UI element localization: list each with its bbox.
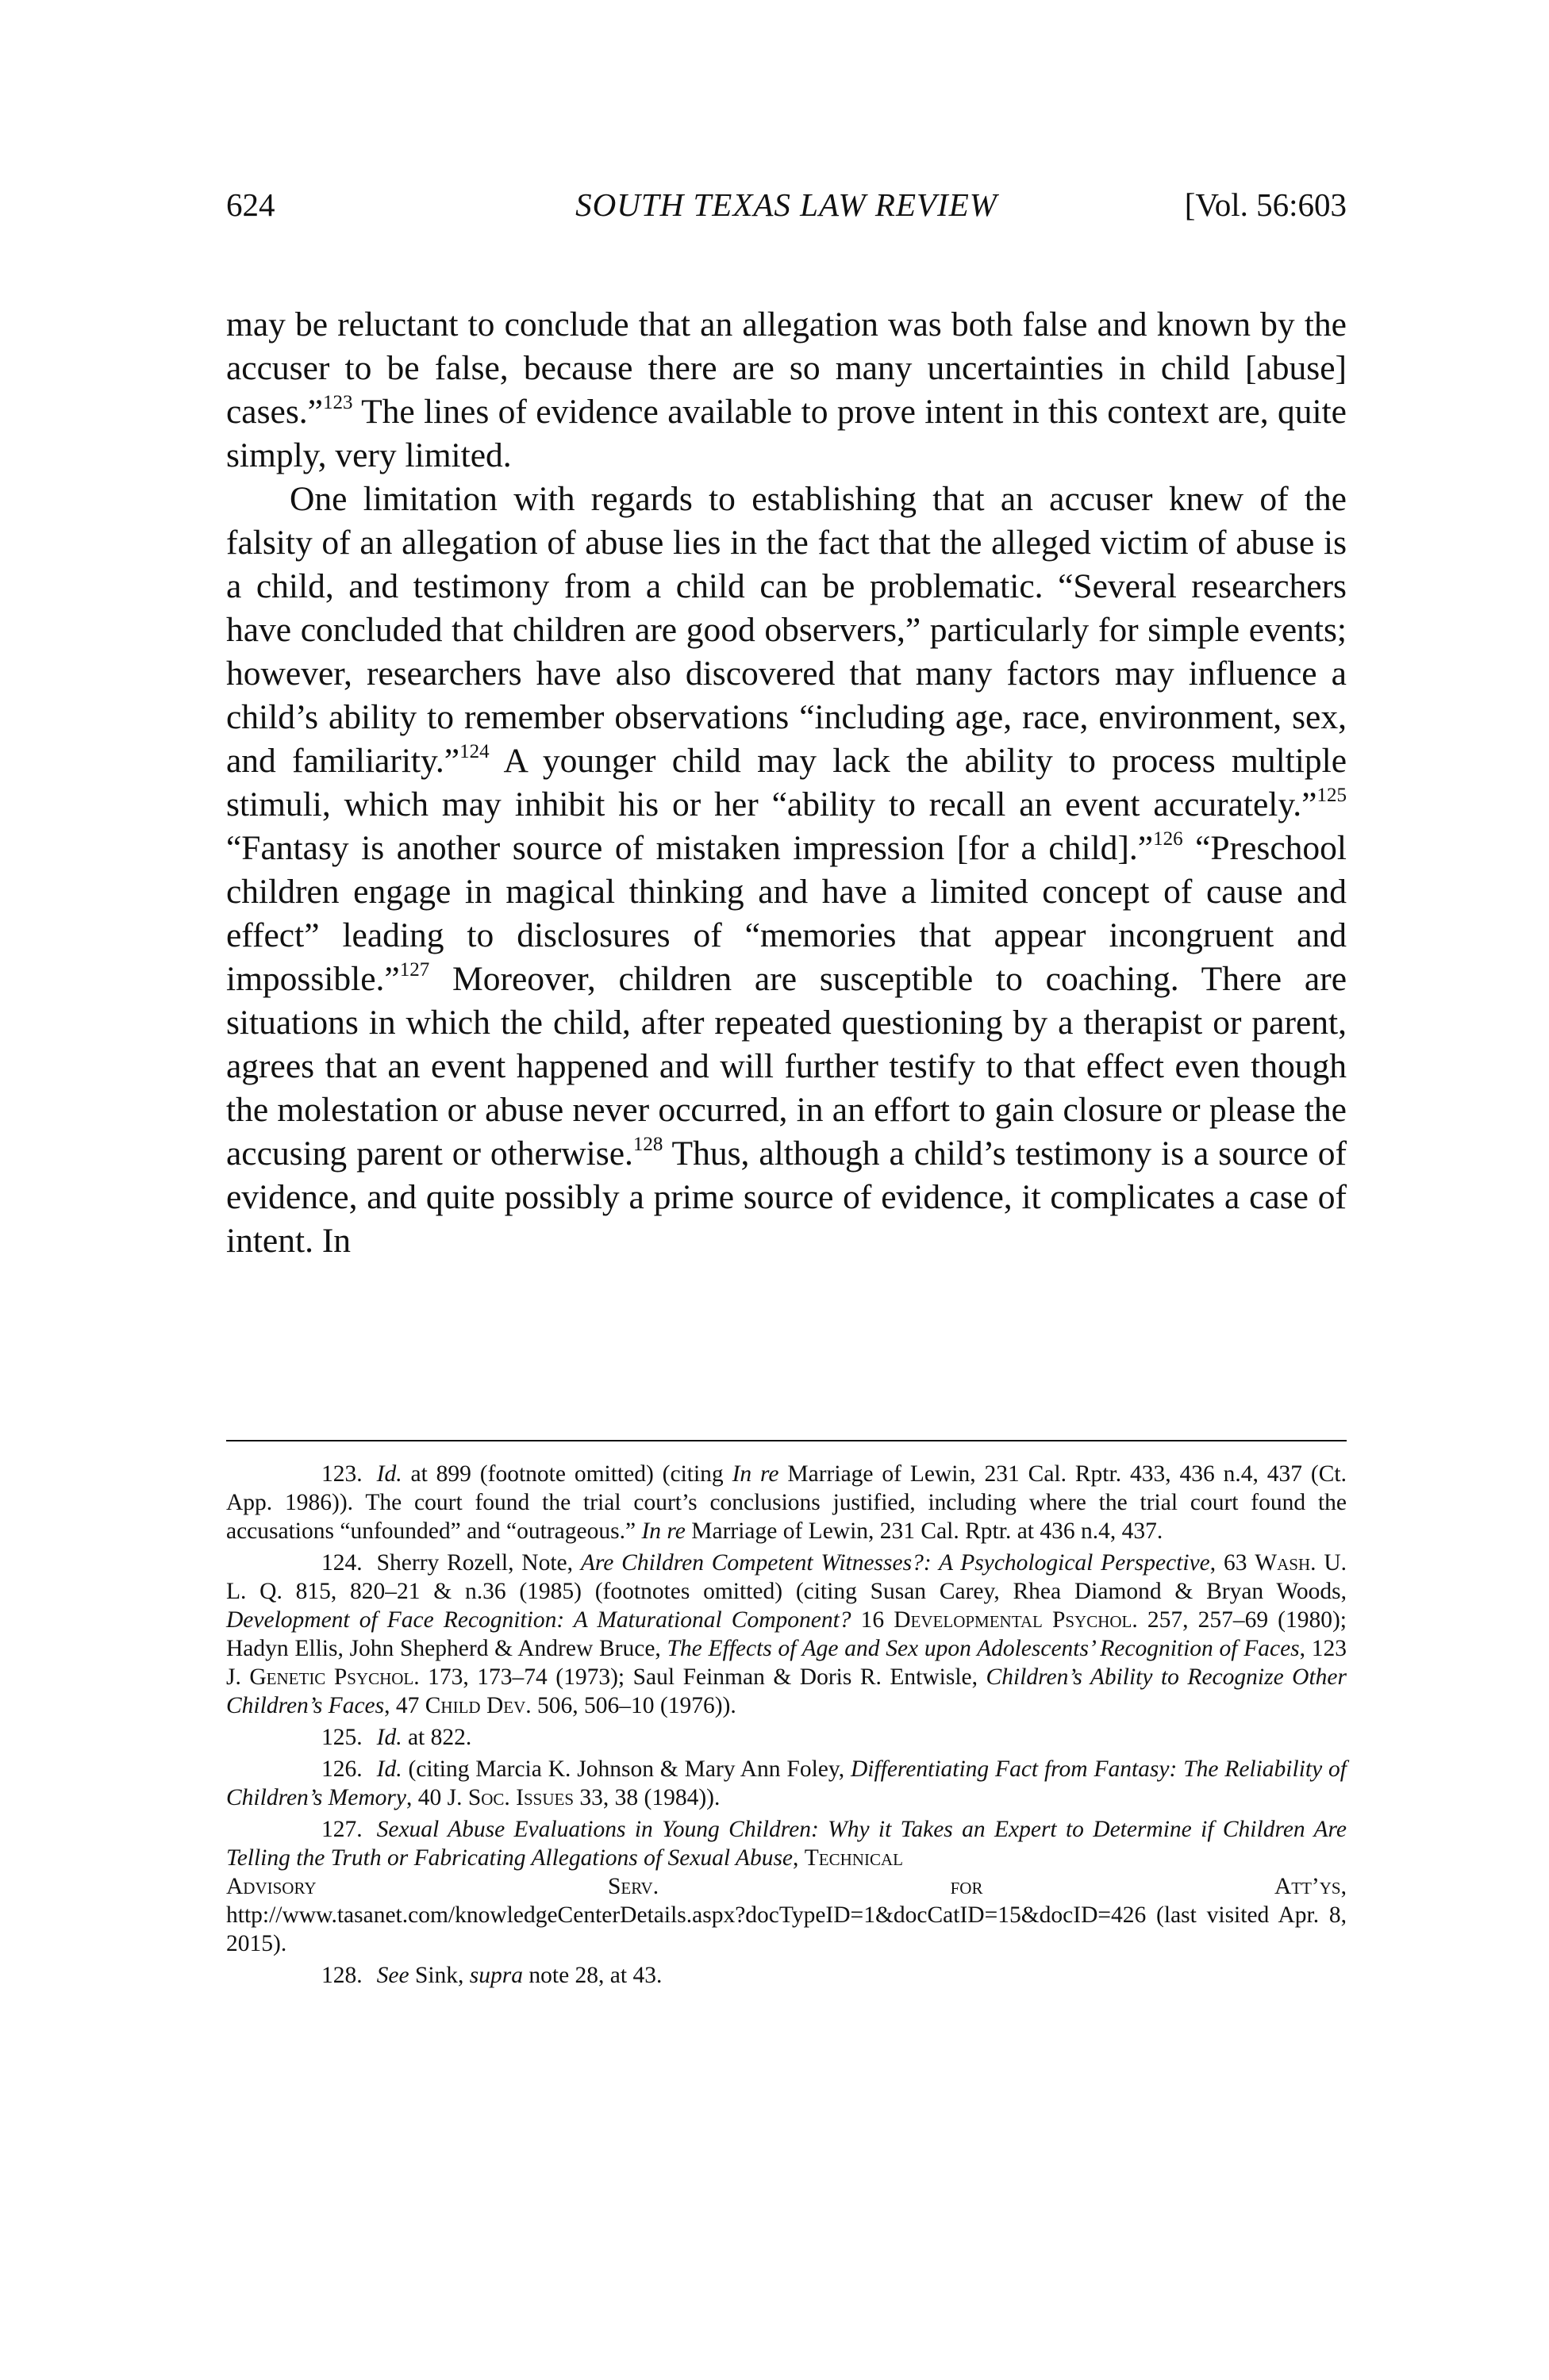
journal-smallcaps: J. Soc. Issues	[447, 1785, 575, 1810]
footnote-124	[226, 1549, 1347, 1720]
footnotes	[226, 1460, 1347, 1993]
text-run: , 63	[1209, 1550, 1255, 1576]
text-run: may be reluctant to conclude that an allegation was both false and known by the accuser to be false, because there are so many uncertainties in child [abuse] cases.”	[226, 305, 1347, 431]
source-line	[226, 1872, 1347, 1901]
citation-italic: Id.	[376, 1461, 402, 1487]
text-run: Sherry Rozell, Note,	[376, 1550, 581, 1576]
citation-italic: Id.	[376, 1725, 402, 1750]
source-smallcaps: Att’ys,	[1274, 1874, 1347, 1899]
text-run: Marriage of Lewin, 231 Cal. Rptr. at 436 n.4, 437.	[685, 1518, 1163, 1544]
footnote-number: 128.	[321, 1963, 363, 1988]
text-run: “Preschool children engage in magical thinking and have a limited concept of cause and effect” leading to disclosures of “memories that appear incongruent and impossible.”	[226, 829, 1347, 998]
citation-italic: See	[376, 1963, 409, 1988]
text-run: 257, 257–69 (1980); Hadyn Ellis, John Shepherd & Andrew Bruce,	[226, 1607, 1347, 1661]
citation-italic: In re	[732, 1461, 779, 1487]
footnote-127	[226, 1815, 1347, 1958]
text-run: , 47	[384, 1693, 425, 1718]
text-run: , 40	[406, 1785, 448, 1810]
footnote-123	[226, 1460, 1347, 1545]
source-smallcaps: Serv.	[608, 1874, 659, 1899]
text-run: 815, 820–21 & n.36 (1985) (footnotes omitted) (citing Susan Carey, Rhea Diamond & Bryan Woods,	[282, 1579, 1347, 1604]
footnote-divider	[226, 1440, 1347, 1441]
text-run: Marriage of Lewin, 231 Cal. Rptr. 433, 436 n.4, 437 (Ct. App. 1986)). The court found the trial court’s conclusions justified, including where the trial court found the accusations “unfounded” and “outrageous.”	[226, 1461, 1347, 1544]
paragraph-2	[226, 478, 1347, 1263]
footnote-number: 124.	[321, 1550, 363, 1576]
source-smallcaps: Advisory	[226, 1874, 317, 1899]
text-run: ,	[793, 1845, 799, 1871]
citation-italic: Are Children Competent Witnesses?: A Psychological Perspective	[580, 1550, 1210, 1576]
text-run: 33, 38 (1984)).	[574, 1785, 721, 1810]
text-run: “Fantasy is another source of mistaken impression [for a child].”	[226, 829, 1154, 867]
journal-smallcaps: Developmental Psychol.	[894, 1607, 1138, 1633]
citation-italic: Id.	[376, 1756, 402, 1782]
source-smallcaps: Technical	[804, 1845, 903, 1871]
footnote-ref-126[interactable]: 126	[1153, 828, 1183, 850]
citation-italic: The Effects of Age and Sex upon Adolescents’ Recognition of Faces	[667, 1636, 1300, 1661]
text-run: Moreover, children are susceptible to coaching. There are situations in which the child, after repeated questioning by a therapist or parent, agrees that an event happened and will further testify to that effect even though the molestation or abuse never occurred, in an effort to gain closure or please the accusing parent or otherwise.	[226, 960, 1347, 1173]
text-run: A younger child may lack the ability to process multiple stimuli, which may inhibit his or her “ability to recall an event accurately.”	[226, 742, 1347, 823]
journal-title: SOUTH TEXAS LAW REVIEW	[575, 186, 997, 223]
footnote-number: 123.	[321, 1461, 363, 1487]
footnote-ref-128[interactable]: 128	[632, 1134, 663, 1155]
citation-italic: Differentiating Fact from Fantasy: The Reliability of Children’s Memory	[226, 1756, 1347, 1810]
source-url[interactable]: http://www.tasanet.com/knowledgeCenterDetails.aspx?docTypeID=1&docCatID=15&docID=426 (last visited Apr. 8, 2015).	[226, 1902, 1347, 1956]
footnote-number: 126.	[321, 1756, 363, 1782]
text-run: One limitation with regards to establishing that an accuser knew of the falsity of an allegation of abuse lies in the fact that the alleged victim of abuse is a child, and testimony from a child can be problematic. “Several researchers have concluded that children are good observers,” particularly for simple events; however, researchers have also discovered that many factors may influence a child’s ability to remember observations “including age, race, environment, sex, and familiarity.”	[226, 480, 1347, 780]
text-run: at 822.	[402, 1725, 472, 1750]
citation-italic: In re	[641, 1518, 686, 1544]
footnote-number: 127.	[321, 1817, 363, 1842]
footnote-ref-123[interactable]: 123	[322, 392, 353, 413]
journal-smallcaps: Wash. U. L. Q.	[226, 1550, 1347, 1604]
footnote-ref-125[interactable]: 125	[1316, 785, 1347, 806]
text-run: The lines of evidence available to prove intent in this context are, quite simply, very limited.	[226, 393, 1347, 474]
text-run: , 123	[1299, 1636, 1347, 1661]
footnote-126	[226, 1755, 1347, 1812]
text-run: at 899 (footnote omitted) (citing	[402, 1461, 732, 1487]
paragraph-1	[226, 303, 1347, 478]
footnote-number: 125.	[321, 1725, 363, 1750]
citation-italic: Sexual Abuse Evaluations in Young Children: Why it Takes an Expert to Determine if Children Are Telling the Truth or Fabricating Allegations of Sexual Abuse	[226, 1817, 1347, 1871]
volume-citation: [Vol. 56:603	[1184, 186, 1347, 223]
text-run: Thus, although a child’s testimony is a source of evidence, and quite possibly a prime source of evidence, it complicates a case of intent. In	[226, 1134, 1347, 1260]
main-text	[226, 303, 1347, 1263]
citation-italic: Development of Face Recognition: A Maturational Component?	[226, 1607, 851, 1633]
text-run: (citing Marcia K. Johnson & Mary Ann Foley,	[402, 1756, 851, 1782]
text-run: 173, 173–74 (1973); Saul Feinman & Doris R. Entwisle,	[419, 1664, 986, 1690]
journal-smallcaps: J. Genetic Psychol.	[226, 1664, 420, 1690]
footnote-125	[226, 1723, 1347, 1752]
footnote-128	[226, 1961, 1347, 1990]
footnote-ref-127[interactable]: 127	[399, 959, 430, 981]
source-smallcaps: for	[950, 1874, 983, 1899]
text-run: Sink,	[409, 1963, 470, 1988]
text-run: note 28, at 43.	[523, 1963, 663, 1988]
text-run: 16	[851, 1607, 894, 1633]
citation-italic: supra	[469, 1963, 524, 1988]
journal-smallcaps: Child Dev.	[425, 1693, 532, 1718]
footnote-ref-124[interactable]: 124	[459, 741, 490, 762]
page-number: 624	[226, 186, 275, 223]
text-run: 506, 506–10 (1976)).	[531, 1693, 736, 1718]
citation-italic: Children’s Ability to Recognize Other Children’s Faces	[226, 1664, 1347, 1718]
page-header	[226, 181, 1347, 228]
